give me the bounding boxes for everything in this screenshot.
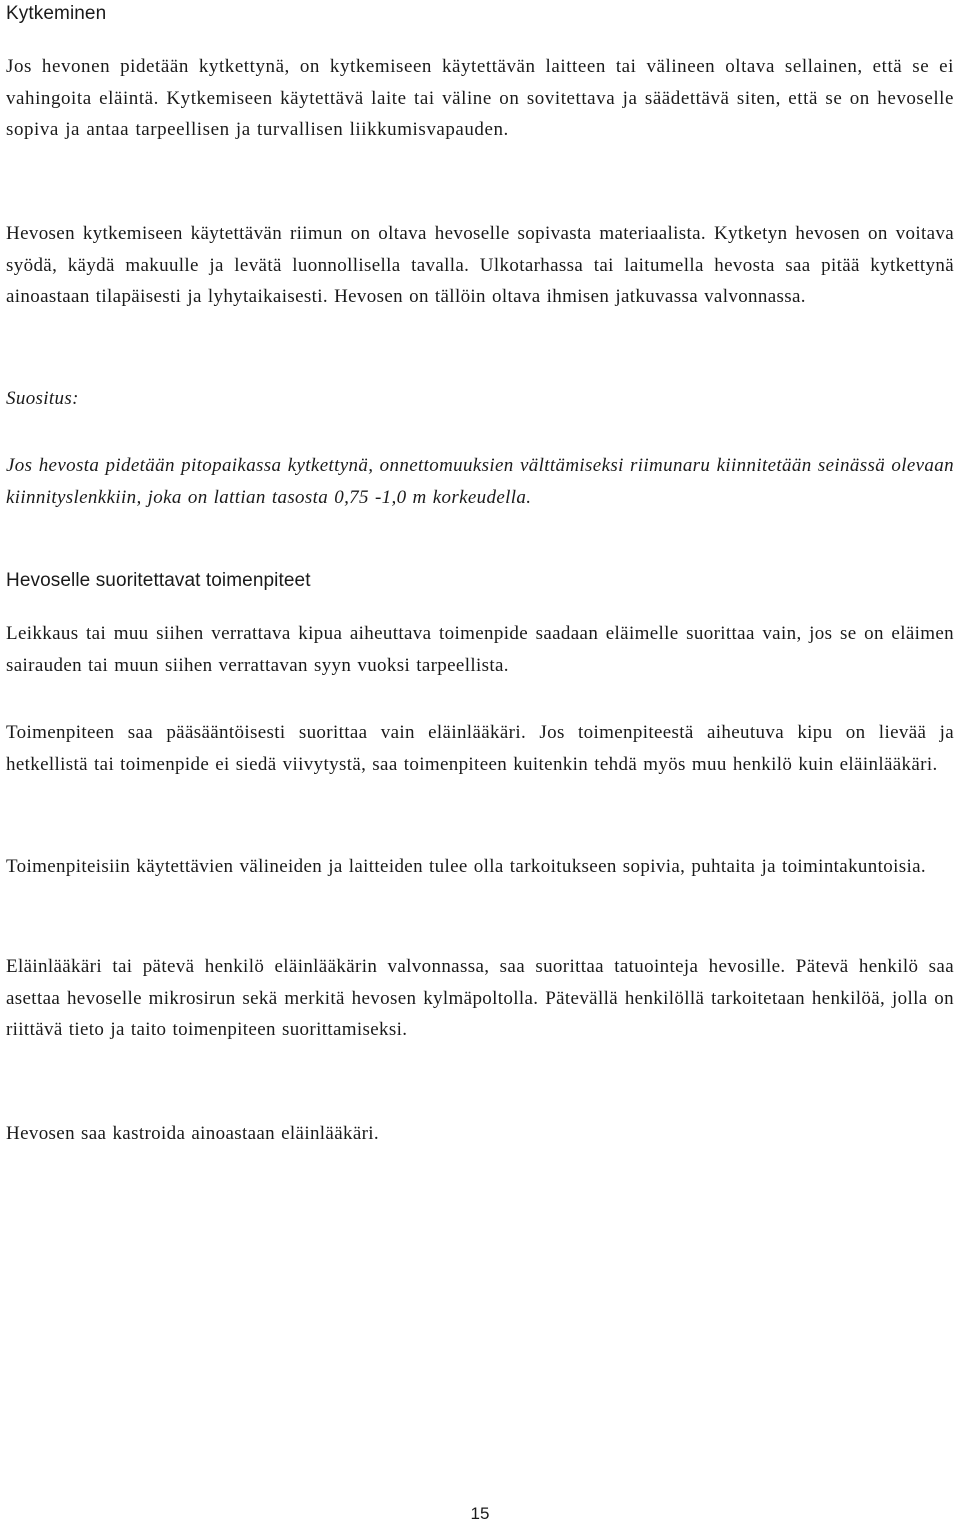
paragraph-kytkeminen-2: Hevosen kytkemiseen käytettävän riimun on oltava hevoselle sopivasta materiaalista. Kytketyn hevosen on voitava syödä, käydä makuulle ja levätä luonnollisella tavalla. Ulkotarhassa tai laitumella hevosta saa pitää kytkettynä ainoastaan tilapäisesti ja lyhytaikaisesti. Hevosen on tällöin oltava ihmisen jatkuvassa valvonnassa. — [6, 223, 954, 307]
paragraph-toimenpiteet-4: Eläinlääkäri tai pätevä henkilö eläinlääkärin valvonnassa, saa suorittaa tatuointeja hevosille. Pätevä henkilö saa asettaa hevoselle mikrosirun sekä merkitä hevosen kylmäpoltolla. Pätevällä henkilöllä tarkoitetaan henkilöä, jolla on riittävä tieto ja taito toimenpiteen suorittamiseksi. — [6, 956, 954, 1040]
recommendation-label: Suositus: — [6, 388, 79, 409]
document-page — [6, 0, 956, 1522]
paragraph-toimenpiteet-5: Hevosen saa kastroida ainoastaan eläinlääkäri. — [6, 1123, 380, 1144]
page-number: 15 — [470, 1504, 490, 1523]
recommendation-text: Jos hevosta pidetään pitopaikassa kytkettynä, onnettomuuksien välttämiseksi riimunaru kiinnitetään seinässä olevaan kiinnityslenkkiin, joka on lattian tasosta 0,75 -1,0 m korkeudella. — [6, 455, 954, 508]
paragraph-kytkeminen-1: Jos hevonen pidetään kytkettynä, on kytkemiseen käytettävän laitteen tai välineen oltava sellainen, että se ei vahingoita eläintä. Kytkemiseen käytettävä laite tai väline on sovitettava ja säädettävä siten, että se on hevoselle sopiva ja antaa tarpeellisen ja turvallisen liikkumisvapauden. — [6, 56, 954, 140]
section-heading-toimenpiteet: Hevoselle suoritettavat toimenpiteet — [6, 570, 311, 591]
paragraph-toimenpiteet-3: Toimenpiteisiin käytettävien välineiden ja laitteiden tulee olla tarkoitukseen sopivia, puhtaita ja toimintakuntoisia. — [6, 856, 926, 877]
paragraph-toimenpiteet-2: Toimenpiteen saa pääsääntöisesti suorittaa vain eläinlääkäri. Jos toimenpiteestä aiheutuva kipu on lievää ja hetkellistä tai toimenpide ei siedä viivytystä, saa toimenpiteen kuitenkin tehdä myös muu henkilö kuin eläinlääkäri. — [6, 722, 954, 775]
paragraph-toimenpiteet-1: Leikkaus tai muu siihen verrattava kipua aiheuttava toimenpide saadaan eläimelle suorittaa vain, jos se on eläimen sairauden tai muun siihen verrattavan syyn vuoksi tarpeellista. — [6, 623, 954, 676]
section-heading-kytkeminen: Kytkeminen — [6, 3, 107, 24]
